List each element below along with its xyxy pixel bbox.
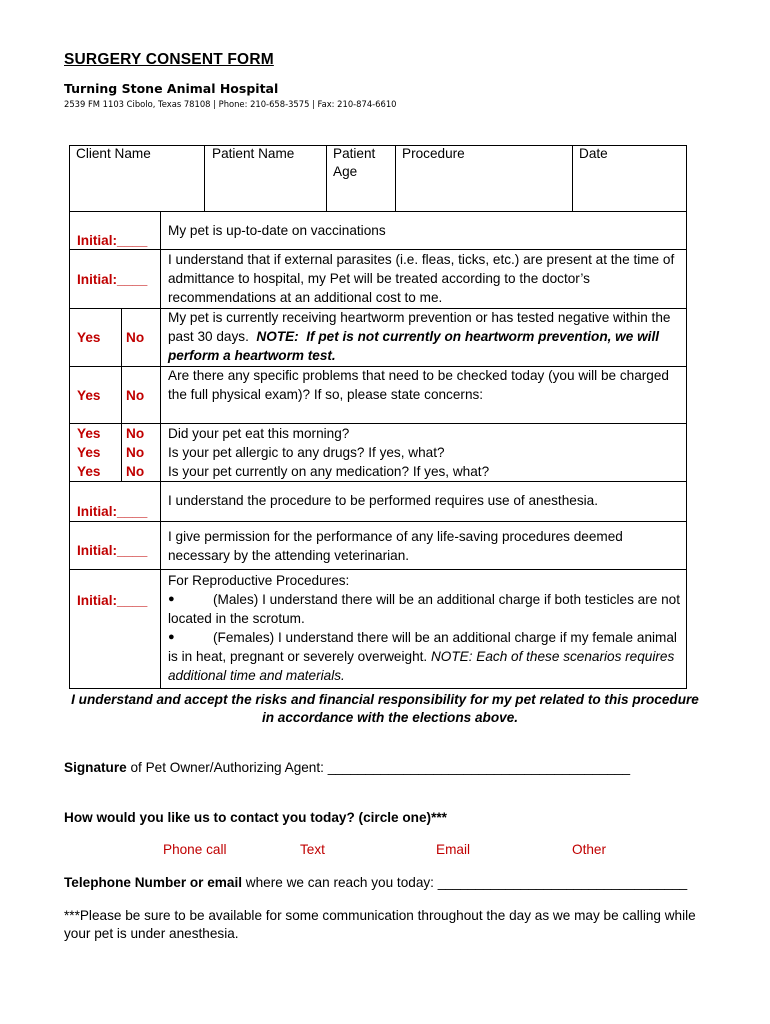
footnote-line2: your pet is under anesthesia. — [64, 926, 239, 941]
hospital-address: 2539 FM 1103 Cibolo, Texas 78108 | Phone: 210-658-3575 | Fax: 210-874-6610 — [64, 99, 397, 109]
heartworm-note-text: NOTE: If pet is not currently on heartworm prevention, we will — [256, 329, 659, 344]
telephone-rest: where we can reach you today: _________________________________ — [242, 875, 688, 890]
life-saving-statement-line1: I give permission for the performance of any life-saving procedures deemed — [168, 529, 623, 544]
males-statement-line1: (Males) I understand there will be an additional charge if both testicles are not — [213, 592, 680, 607]
eat-no-option[interactable]: No — [126, 426, 145, 441]
reproductive-initial-field[interactable]: Initial:____ — [77, 593, 148, 608]
females-statement-line2 — [168, 647, 674, 666]
reproductive-heading: For Reproductive Procedures: — [168, 573, 350, 588]
parasites-statement-line1: I understand that if external parasites (i.e. fleas, ticks, etc.) are present at the time of — [168, 252, 675, 267]
medication-yes-option[interactable]: Yes — [77, 464, 101, 479]
signature-line[interactable] — [64, 758, 630, 777]
females-statement-line1: (Females) I understand there will be an additional charge if my female animal — [213, 630, 677, 645]
acceptance-line2: in accordance with the elections above. — [261, 710, 519, 725]
females-bullet-icon: ● — [168, 631, 175, 643]
signature-rest: of Pet Owner/Authorizing Agent: ________________________________________ — [126, 760, 631, 775]
client-name-header: Client Name — [76, 146, 151, 161]
contact-option-email[interactable]: Email — [436, 842, 470, 857]
problems-statement-line1: Are there any specific problems that need to be checked today (you will be charged — [168, 368, 669, 383]
vaccination-statement: My pet is up-to-date on vaccinations — [168, 223, 386, 238]
heartworm-statement-line1: My pet is currently receiving heartworm prevention or has tested negative within the — [168, 310, 671, 325]
medication-question: Is your pet currently on any medication? If yes, what? — [168, 464, 490, 479]
acceptance-line1: I understand and accept the risks and financial responsibility for my pet related to this procedure — [71, 692, 699, 707]
females-note-text: NOTE: Each of these scenarios requires — [430, 649, 675, 664]
allergy-yes-option[interactable]: Yes — [77, 445, 101, 460]
problems-no-option[interactable]: No — [126, 388, 145, 403]
heartworm-yes-option[interactable]: Yes — [77, 330, 101, 345]
hospital-name: Turning Stone Animal Hospital — [64, 81, 279, 96]
telephone-line[interactable] — [64, 873, 687, 892]
females-plain-text: is in heat, pregnant or severely overweight. — [168, 649, 431, 664]
form-title: SURGERY CONSENT FORM — [64, 51, 274, 68]
life-saving-statement-line2: necessary by the attending veterinarian. — [168, 548, 410, 563]
eat-yes-option[interactable]: Yes — [77, 426, 101, 441]
contact-question: How would you like us to contact you today? (circle one)*** — [64, 810, 447, 825]
contact-option-phone-call[interactable]: Phone call — [163, 842, 227, 857]
footnote-line1: ***Please be sure to be available for some communication throughout the day as we may be calling while — [64, 908, 696, 923]
parasites-statement-line2: admittance to hospital, my Pet will be treated according to the doctor’s — [168, 271, 590, 286]
heartworm-period-text: past 30 days. — [168, 329, 257, 344]
males-statement-line2: located in the scrotum. — [168, 611, 305, 626]
contact-option-text[interactable]: Text — [300, 842, 325, 857]
heartworm-statement-line2 — [168, 327, 659, 346]
parasites-statement-line3: recommendations at an additional cost to me. — [168, 290, 443, 305]
females-note-line3: additional time and materials. — [168, 668, 345, 683]
eat-question: Did your pet eat this morning? — [168, 426, 350, 441]
patient-age-header-line2: Age — [333, 164, 358, 179]
patient-name-header: Patient Name — [212, 146, 295, 161]
heartworm-note-line3: perform a heartworm test. — [168, 348, 336, 363]
medication-no-option[interactable]: No — [126, 464, 145, 479]
allergy-question: Is your pet allergic to any drugs? If yes, what? — [168, 445, 445, 460]
vaccination-initial-field[interactable]: Initial:____ — [77, 233, 148, 248]
heartworm-no-option[interactable]: No — [126, 330, 145, 345]
contact-option-other[interactable]: Other — [572, 842, 606, 857]
allergy-no-option[interactable]: No — [126, 445, 145, 460]
anesthesia-initial-field[interactable]: Initial:____ — [77, 504, 148, 519]
patient-age-header-line1: Patient — [333, 146, 376, 161]
signature-label: Signature — [64, 760, 127, 775]
parasites-initial-field[interactable]: Initial:____ — [77, 272, 148, 287]
procedure-header: Procedure — [402, 146, 465, 161]
problems-statement-line2: the full physical exam)? If so, please state concerns: — [168, 387, 484, 402]
life-saving-initial-field[interactable]: Initial:____ — [77, 543, 148, 558]
males-bullet-icon: ● — [168, 593, 175, 605]
problems-yes-option[interactable]: Yes — [77, 388, 101, 403]
telephone-label: Telephone Number or email — [64, 875, 243, 890]
anesthesia-statement: I understand the procedure to be performed requires use of anesthesia. — [168, 493, 598, 508]
date-header: Date — [579, 146, 608, 161]
